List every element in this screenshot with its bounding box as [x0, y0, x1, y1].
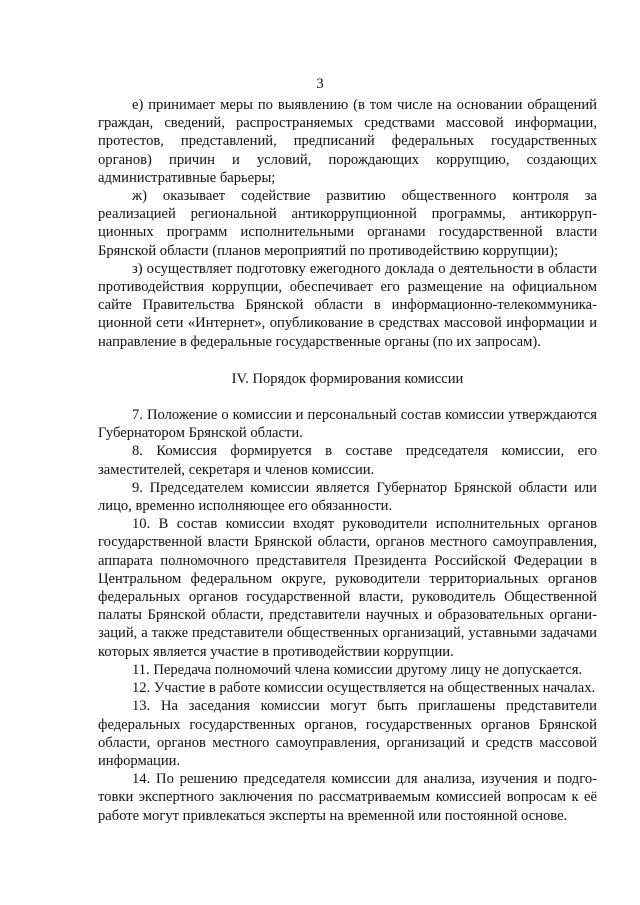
document-body [98, 96, 597, 825]
paragraph-z: з) осуществляет подготовку ежегодного доклада о деятельности в области противодействия коррупции, обеспечивает его размещение на официальном сайте Правительства Брянской области в информационно-телекоммуникационной сети «Интернет», опубликование в средствах массовой информации и направление в федеральные государственные органы (по их запросам). [98, 260, 597, 350]
paragraph-e: е) принимает меры по выявлению (в том числе на основании обращений граждан, сведений, распространяемых средствами массовой информации, протестов, представлений, предписаний федеральных государственных органов) причин и условий, порождающих коррупцию, создающих административные барьеры; [98, 97, 597, 186]
paragraph-13: 13. На заседания комиссии могут быть приглашены представители федеральных государственных органов, государственных органов Брянской области, органов местного самоуправления, организаций и средств массовой информации. [98, 698, 597, 769]
section-title: IV. Порядок формирования комиссии [231, 370, 464, 387]
paragraph-11: 11. Передача полномочий члена комиссии другому лицу не допускается. [132, 661, 583, 678]
paragraph-14: 14. По решению председателя комиссии для анализа, изучения и подготовки экспертного заключения по рассматриваемым комиссией вопросам к её работе могут привлекаться эксперты на временной или постоянной основе. [98, 771, 597, 824]
spacer [98, 388, 597, 406]
paragraph-zh: ж) оказывает содействие развитию общественного контроля за реализацией региональной антикоррупционной программы, антикоррупционных программ исполнительными органами государственной власти Брянской области (планов мероприятий по противодействию коррупции); [98, 188, 597, 259]
paragraph-9: 9. Председателем комиссии является Губернатор Брянской области или лицо, временно исполняющее его обязанности. [98, 479, 597, 515]
page-number: 3 [316, 76, 324, 92]
spacer [98, 351, 597, 370]
paragraph-7: 7. Положение о комиссии и персональный состав комиссии утверждаются Губернатором Брянской области. [98, 407, 597, 442]
paragraph-8: 8. Комиссия формируется в составе председателя комиссии, его заместителей, секретаря и членов комиссии. [98, 443, 597, 478]
paragraph-12: 12. Участие в работе комиссии осуществляется на общественных началах. [132, 680, 596, 697]
paragraph-10: 10. В состав комиссии входят руководители исполнительных органов государственной власти Брянской области, органов местного самоуправления, аппарата полномочного представителя Президента Российской Федерации в Центральном федеральном округе, руководители территориальных органов федеральных органов государственной власти, руководитель Общественной палаты Брянской области, представители научных и образовательных организаций, а также представители общественных организаций, уставными задачами которых является участие в противодействии коррупции. [98, 516, 597, 660]
